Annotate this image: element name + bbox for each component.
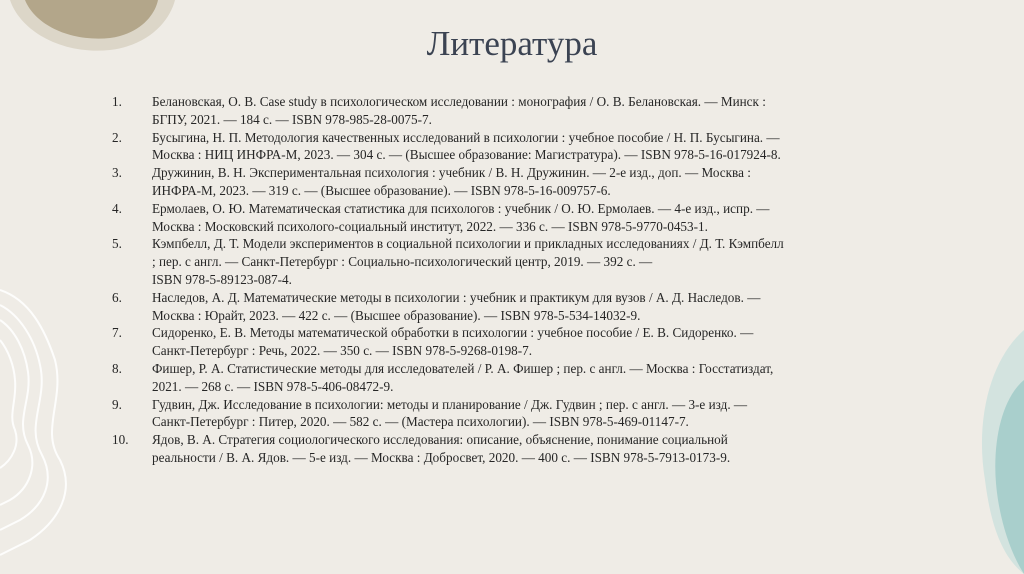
reference-item [112,93,892,129]
reference-number: 5. [112,236,122,252]
reference-text [152,396,747,432]
reference-text [152,200,769,236]
reference-number: 9. [112,396,122,412]
reference-line: ; пер. с англ. — Санкт-Петербург : Социально-психологический центр, 2019. — 392 с. — [152,254,653,270]
reference-line: Сидоренко, Е. В. Методы математической обработки в психологии : учебное пособие / Е. В. Сидоренко. — [152,325,754,341]
reference-text [152,324,753,360]
reference-item [112,324,892,360]
reference-line: Москва : НИЦ ИНФРА-М, 2023. — 304 с. — (Высшее образование: Магистратура). — ISBN 978-5-16-017924-8. [152,147,781,163]
reference-item [112,129,892,165]
reference-item [112,360,892,396]
reference-line: Гудвин, Дж. Исследование в психологии: методы и планирование / Дж. Гудвин ; пер. с англ. — 3-е изд. — [152,396,748,412]
reference-line: БГПУ, 2021. — 184 с. — ISBN 978-985-28-0075-7. [152,111,432,127]
slide-title: Литература [426,24,598,63]
reference-item [112,396,892,432]
reference-line: Фишер, Р. А. Статистические методы для исследователей / Р. А. Фишер ; пер. с англ. — Москва : Госстатиздат, [152,360,774,376]
reference-number: 1. [112,94,122,109]
reference-text [152,360,773,396]
contour-lines [0,290,66,555]
reference-text [152,289,760,325]
reference-line: Наследов, А. Д. Математические методы в психологии : учебник и практикум для вузов / А. Д. Наследов. — [152,289,761,305]
reference-list [112,93,892,467]
reference-number: 6. [112,289,122,305]
reference-item [112,164,892,200]
reference-number: 2. [112,129,122,145]
reference-line: 2021. — 268 с. — ISBN 978-5-406-08472-9. [152,378,394,394]
reference-line: Санкт-Петербург : Речь, 2022. — 350 с. — ISBN 978-5-9268-0198-7. [152,343,533,359]
reference-number: 10. [112,432,129,448]
reference-number: 8. [112,360,122,376]
reference-line: реальности / В. А. Ядов. — 5-е изд. — Москва : Добросвет, 2020. — 400 с. — ISBN 978-5-7913-0173-9. [152,449,731,465]
reference-text [152,164,751,200]
reference-text [152,235,784,288]
reference-line: Ермолаев, О. Ю. Математическая статистика для психологов : учебник / О. Ю. Ермолаев. — 4-е изд., испр. — [152,200,770,216]
reference-line: Москва : Московский психолого-социальный институт, 2022. — 336 с. — ISBN 978-5-9770-0453-1. [152,218,708,234]
reference-line: Кэмпбелл, Д. Т. Модели экспериментов в социальной психологии и прикладных исследованиях / Д. Т. Кэмпбелл [152,236,784,252]
reference-item [112,235,892,288]
reference-item [112,289,892,325]
reference-line: ISBN 978-5-89123-087-4. [152,271,292,287]
reference-text [152,129,781,165]
reference-text [152,93,766,129]
reference-text [152,431,730,467]
reference-line: ИНФРА-М, 2023. — 319 с. — (Высшее образование). — ISBN 978-5-16-009757-6. [152,182,611,198]
reference-number: 3. [112,165,122,181]
reference-number: 7. [112,325,122,341]
reference-line: Москва : Юрайт, 2023. — 422 с. — (Высшее образование). — ISBN 978-5-534-14032-9. [152,307,641,323]
reference-line: Бусыгина, Н. П. Методология качественных исследований в психологии : учебное пособие / Н. П. Бусыгина. — [152,129,780,145]
reference-line: Белановская, О. В. Case study в психологическом исследовании : монография / О. В. Белановская. — Минск : [152,94,766,109]
reference-item [112,431,892,467]
reference-line: Ядов, В. А. Стратегия социологического исследования: описание, объяснение, понимание социальной [152,432,728,448]
reference-line: Дружинин, В. Н. Экспериментальная психология : учебник / В. Н. Дружинин. — 2-е изд., доп. — Москва : [152,165,751,181]
reference-line: Санкт-Петербург : Питер, 2020. — 582 с. — (Мастера психологии). — ISBN 978-5-469-01147-7. [152,414,689,430]
reference-item [112,200,892,236]
reference-number: 4. [112,200,122,216]
